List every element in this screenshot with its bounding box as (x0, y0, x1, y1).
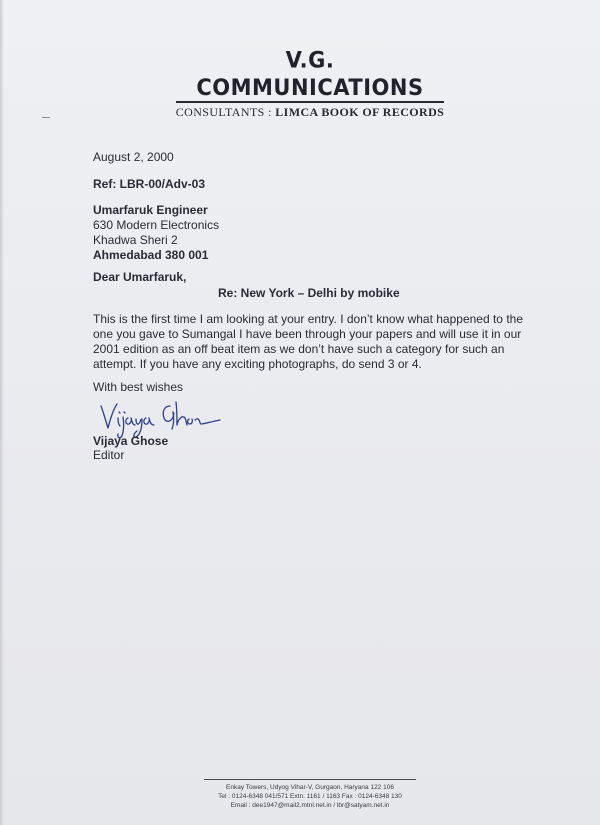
subtitle-right: LIMCA BOOK OF RECORDS (275, 105, 445, 119)
footer-rule (204, 779, 416, 780)
body-line: This is the first time I am looking at your entry. I don’t know what happened to the (93, 312, 523, 326)
footer-address: Enkay Towers, Udyog Vihar-V, Gurgaon, Haryana 122 106 (226, 784, 394, 791)
letterhead-footer (200, 779, 420, 810)
recipient-address-line1: 630 Modern Electronics (93, 218, 220, 232)
letterhead-subtitle (170, 105, 450, 119)
body-line: one you gave to Sumangal I have been through your papers and will use it in our (93, 327, 522, 341)
letter-subject: Re: New York – Delhi by mobike (218, 286, 400, 300)
company-name: V.G. COMMUNICATIONS (196, 47, 424, 101)
letterhead (170, 48, 450, 119)
subtitle-left: CONSULTANTS : (175, 105, 276, 119)
recipient-address-line2: Khadwa Sheri 2 (93, 233, 178, 247)
recipient-city: Ahmedabad 380 001 (93, 248, 209, 262)
footer-phone: Tel : 0124-6348 041/571 Extn. 1161 / 1163 Fax : 0124-6348 130 (218, 793, 402, 800)
letter-date: August 2, 2000 (93, 150, 174, 164)
salutation: Dear Umarfaruk, (93, 270, 187, 284)
body-line: 2001 edition as an off beat item as we don’t have such a category for such an (93, 342, 505, 356)
scan-edge (0, 0, 4, 825)
fold-mark (42, 117, 50, 118)
footer-email: Email : dee1947@mail2.mtnl.net.in / lbr@satyam.net.in (230, 802, 390, 809)
closing: With best wishes (93, 380, 184, 394)
signer-title: Editor (93, 448, 125, 462)
letter-body (93, 312, 533, 372)
letter-reference: Ref: LBR-00/Adv-03 (93, 177, 206, 191)
recipient-name: Umarfaruk Engineer (93, 203, 208, 217)
signer-name: Vijaya Ghose (93, 434, 169, 448)
body-line: attempt. If you have any exciting photographs, do send 3 or 4. (93, 357, 422, 371)
